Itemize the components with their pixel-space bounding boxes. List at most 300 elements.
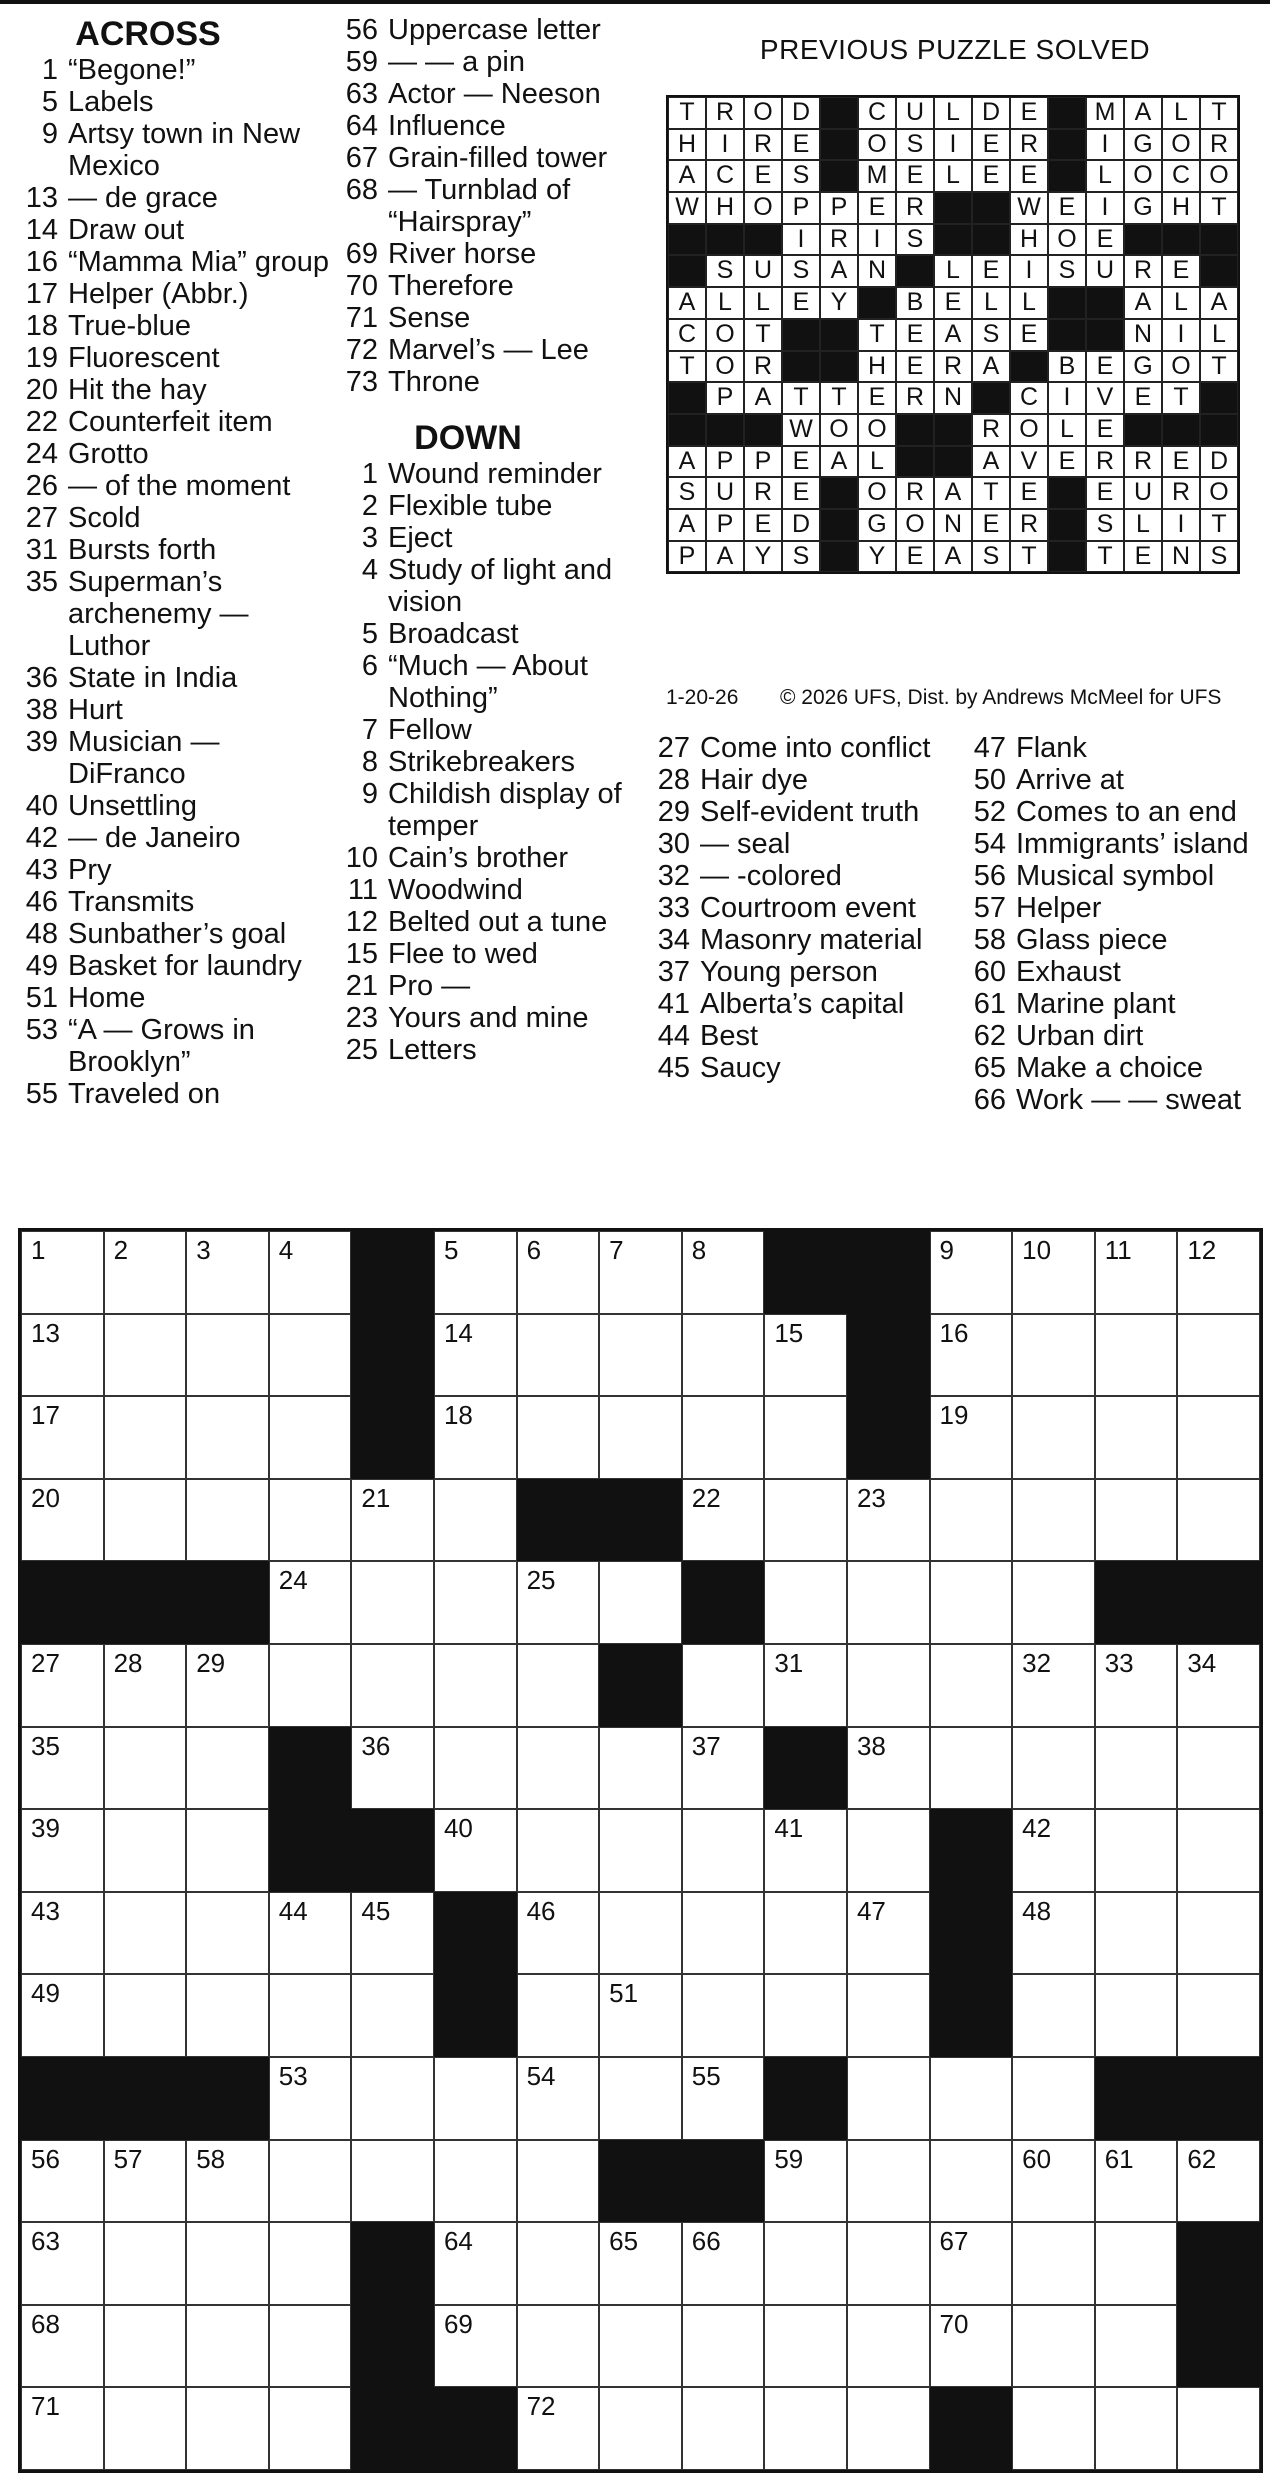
answer-cell[interactable]	[764, 2305, 847, 2388]
answer-cell[interactable]	[104, 1892, 187, 1975]
answer-cell[interactable]	[186, 2387, 269, 2470]
answer-cell[interactable]	[434, 2140, 517, 2223]
answer-cell[interactable]	[764, 2140, 847, 2223]
answer-cell[interactable]	[351, 1479, 434, 1562]
answer-cell[interactable]	[764, 1974, 847, 2057]
clue-number: 33	[657, 892, 690, 924]
solved-letter-cell: T	[1010, 541, 1048, 573]
across-clue	[18, 1078, 338, 1110]
solved-letter-cell: O	[744, 97, 782, 129]
answer-cell[interactable]	[682, 2222, 765, 2305]
solved-letter-cell: E	[1010, 477, 1048, 509]
answer-cell[interactable]	[517, 1727, 600, 1810]
clue-text: Sunbather’s goal	[68, 918, 287, 950]
cell-number: 16	[939, 1317, 969, 1348]
answer-cell[interactable]	[351, 1974, 434, 2057]
answer-cell[interactable]	[21, 1479, 104, 1562]
cell-number: 19	[939, 1400, 969, 1431]
answer-cell[interactable]	[186, 1644, 269, 1727]
answer-cell[interactable]	[1012, 1727, 1095, 1810]
clue-text: Urban dirt	[1016, 1020, 1144, 1052]
answer-cell[interactable]	[1095, 2305, 1178, 2388]
across-clue	[18, 694, 338, 726]
answer-cell[interactable]	[847, 2222, 930, 2305]
answer-cell[interactable]	[434, 1314, 517, 1397]
answer-cell[interactable]	[21, 1644, 104, 1727]
answer-cell[interactable]	[682, 1231, 765, 1314]
solved-letter-cell: P	[706, 382, 744, 414]
down-clue	[338, 746, 638, 778]
answer-cell[interactable]	[1012, 2222, 1095, 2305]
clue-text: Therefore	[388, 270, 514, 302]
answer-cell[interactable]	[599, 1231, 682, 1314]
answer-cell[interactable]	[599, 1396, 682, 1479]
cell-number: 33	[1104, 1647, 1134, 1678]
solved-letter-cell: R	[706, 97, 744, 129]
clue-number: 40	[25, 790, 58, 822]
clue-number: 18	[25, 310, 58, 342]
solved-letter-cell: S	[782, 255, 820, 287]
answer-cell[interactable]	[434, 1396, 517, 1479]
across-clue	[18, 502, 338, 534]
answer-cell[interactable]	[21, 1231, 104, 1314]
across-heading: ACROSS	[75, 15, 221, 53]
clue-number: 25	[345, 1034, 378, 1066]
solved-letter-cell: T	[1200, 509, 1238, 541]
answer-cell[interactable]	[1095, 2387, 1178, 2470]
answer-cell[interactable]	[847, 1644, 930, 1727]
clues-column-2	[338, 14, 638, 1066]
clue-number: 55	[25, 1078, 58, 1110]
solved-letter-cell: H	[668, 129, 706, 161]
answer-cell[interactable]	[351, 2140, 434, 2223]
answer-cell[interactable]	[682, 2305, 765, 2388]
solved-black-square	[1048, 97, 1086, 129]
answer-cell[interactable]	[1012, 1396, 1095, 1479]
answer-cell[interactable]	[517, 2057, 600, 2140]
answer-cell[interactable]	[434, 2222, 517, 2305]
solved-letter-cell: L	[934, 255, 972, 287]
answer-cell[interactable]	[1095, 1396, 1178, 1479]
solved-letter-cell: W	[668, 192, 706, 224]
answer-cell[interactable]	[351, 1727, 434, 1810]
answer-cell[interactable]	[1012, 1561, 1095, 1644]
answer-cell[interactable]	[21, 1809, 104, 1892]
across-clue	[18, 566, 338, 662]
answer-cell[interactable]	[1177, 1396, 1260, 1479]
answer-cell[interactable]	[434, 1644, 517, 1727]
answer-cell[interactable]	[682, 1974, 765, 2057]
solved-letter-cell: O	[1162, 351, 1200, 383]
answer-cell[interactable]	[599, 1809, 682, 1892]
answer-cell[interactable]	[351, 1561, 434, 1644]
solved-black-square	[1200, 382, 1238, 414]
answer-cell[interactable]	[104, 1644, 187, 1727]
solved-letter-cell: R	[1162, 477, 1200, 509]
answer-cell[interactable]	[186, 2305, 269, 2388]
answer-cell[interactable]	[269, 2387, 352, 2470]
answer-cell[interactable]	[847, 1561, 930, 1644]
clue-text: Strikebreakers	[388, 746, 575, 778]
clue-number: 24	[25, 438, 58, 470]
answer-cell[interactable]	[1177, 1974, 1260, 2057]
answer-cell[interactable]	[186, 2222, 269, 2305]
clue-text: Young person	[700, 956, 878, 988]
answer-cell[interactable]	[434, 1809, 517, 1892]
solved-letter-cell: O	[1010, 414, 1048, 446]
answer-cell[interactable]	[104, 2387, 187, 2470]
answer-cell[interactable]	[104, 1727, 187, 1810]
answer-cell[interactable]	[1012, 1809, 1095, 1892]
answer-cell[interactable]	[517, 1892, 600, 1975]
answer-cell[interactable]	[269, 2222, 352, 2305]
answer-cell[interactable]	[764, 1314, 847, 1397]
answer-cell[interactable]	[351, 2057, 434, 2140]
solved-black-square	[820, 160, 858, 192]
answer-cell[interactable]	[1095, 2222, 1178, 2305]
answer-cell[interactable]	[269, 2057, 352, 2140]
solved-letter-cell: L	[934, 160, 972, 192]
clue-number: 16	[25, 246, 58, 278]
clue-text: Letters	[388, 1034, 477, 1066]
answer-cell[interactable]	[1177, 1231, 1260, 1314]
answer-cell[interactable]	[517, 1314, 600, 1397]
clue-text: Labels	[68, 86, 154, 118]
cell-number: 58	[196, 2143, 226, 2174]
answer-cell[interactable]	[517, 1561, 600, 1644]
solved-letter-cell: I	[858, 224, 896, 256]
cell-number: 64	[443, 2226, 473, 2257]
answer-cell[interactable]	[21, 2387, 104, 2470]
down-clue	[338, 714, 638, 746]
answer-cell[interactable]	[930, 1644, 1013, 1727]
answer-cell[interactable]	[269, 1396, 352, 1479]
black-square	[1177, 1561, 1260, 1644]
answer-cell[interactable]	[1177, 1727, 1260, 1810]
answer-cell[interactable]	[104, 1809, 187, 1892]
answer-cell[interactable]	[104, 1231, 187, 1314]
answer-cell[interactable]	[1012, 2140, 1095, 2223]
solved-letter-cell: A	[744, 382, 782, 414]
answer-cell[interactable]	[104, 1396, 187, 1479]
answer-cell[interactable]	[186, 1892, 269, 1975]
solved-black-square	[668, 224, 706, 256]
answer-cell[interactable]	[682, 1809, 765, 1892]
answer-cell[interactable]	[1095, 1644, 1178, 1727]
answer-cell[interactable]	[269, 1644, 352, 1727]
cell-number: 42	[1022, 1813, 1052, 1844]
answer-cell[interactable]	[599, 1314, 682, 1397]
black-square	[599, 1479, 682, 1562]
answer-cell[interactable]	[1095, 1479, 1178, 1562]
clue-text: Saucy	[700, 1052, 781, 1084]
black-square	[930, 2387, 1013, 2470]
answer-cell[interactable]	[847, 2057, 930, 2140]
answer-cell[interactable]	[21, 1974, 104, 2057]
clue-number: 3	[361, 522, 378, 554]
answer-cell[interactable]	[682, 1892, 765, 1975]
answer-cell[interactable]	[517, 2140, 600, 2223]
answer-cell[interactable]	[930, 1396, 1013, 1479]
answer-cell[interactable]	[847, 2305, 930, 2388]
clue-number: 72	[345, 334, 378, 366]
answer-cell[interactable]	[269, 2305, 352, 2388]
cell-number: 18	[443, 1400, 473, 1431]
answer-cell[interactable]	[186, 1809, 269, 1892]
answer-cell[interactable]	[930, 1727, 1013, 1810]
answer-cell[interactable]	[186, 1479, 269, 1562]
answer-cell[interactable]	[1177, 2140, 1260, 2223]
solved-letter-cell: C	[668, 319, 706, 351]
answer-cell[interactable]	[1012, 1231, 1095, 1314]
cell-number: 45	[361, 1895, 391, 1926]
solved-letter-cell: L	[1048, 414, 1086, 446]
answer-cell[interactable]	[517, 1231, 600, 1314]
solved-letter-cell: E	[782, 287, 820, 319]
answer-cell[interactable]	[1177, 1479, 1260, 1562]
down-clue	[338, 618, 638, 650]
cell-number: 25	[526, 1565, 556, 1596]
answer-cell[interactable]	[21, 2140, 104, 2223]
answer-cell[interactable]	[682, 1396, 765, 1479]
answer-cell[interactable]	[847, 2387, 930, 2470]
answer-cell[interactable]	[599, 2222, 682, 2305]
answer-cell[interactable]	[186, 1974, 269, 2057]
answer-cell[interactable]	[351, 1892, 434, 1975]
answer-cell[interactable]	[847, 1479, 930, 1562]
answer-cell[interactable]	[847, 1727, 930, 1810]
answer-cell[interactable]	[517, 2387, 600, 2470]
down-clue	[338, 874, 638, 906]
answer-cell[interactable]	[269, 1479, 352, 1562]
answer-cell[interactable]	[1095, 1809, 1178, 1892]
answer-cell[interactable]	[1012, 2057, 1095, 2140]
answer-cell[interactable]	[269, 1892, 352, 1975]
answer-cell[interactable]	[764, 1644, 847, 1727]
answer-cell[interactable]	[104, 1974, 187, 2057]
answer-cell[interactable]	[599, 1561, 682, 1644]
answer-cell[interactable]	[21, 2222, 104, 2305]
clue-number: 12	[345, 906, 378, 938]
answer-cell[interactable]	[930, 2057, 1013, 2140]
answer-cell[interactable]	[764, 1396, 847, 1479]
solved-letter-cell: R	[896, 477, 934, 509]
answer-cell[interactable]	[930, 1314, 1013, 1397]
answer-cell[interactable]	[764, 2387, 847, 2470]
answer-cell[interactable]	[764, 1479, 847, 1562]
answer-cell[interactable]	[847, 2140, 930, 2223]
answer-cell[interactable]	[682, 1314, 765, 1397]
answer-cell[interactable]	[186, 1727, 269, 1810]
solved-letter-cell: P	[706, 509, 744, 541]
answer-cell[interactable]	[930, 1479, 1013, 1562]
answer-cell[interactable]	[186, 2140, 269, 2223]
answer-cell[interactable]	[186, 1231, 269, 1314]
answer-cell[interactable]	[847, 1809, 930, 1892]
clue-number: 13	[25, 182, 58, 214]
answer-cell[interactable]	[682, 2057, 765, 2140]
answer-cell[interactable]	[930, 2305, 1013, 2388]
answer-cell[interactable]	[21, 1892, 104, 1975]
answer-cell[interactable]	[930, 1561, 1013, 1644]
clue-number: 23	[345, 1002, 378, 1034]
answer-cell[interactable]	[186, 1314, 269, 1397]
answer-cell[interactable]	[1095, 1974, 1178, 2057]
answer-cell[interactable]	[1095, 1892, 1178, 1975]
answer-cell[interactable]	[764, 1561, 847, 1644]
answer-cell[interactable]	[1012, 1644, 1095, 1727]
clue-number: 47	[973, 732, 1006, 764]
answer-cell[interactable]	[682, 1644, 765, 1727]
down-clue	[338, 938, 638, 970]
answer-cell[interactable]	[1177, 1809, 1260, 1892]
top-rule	[0, 0, 1270, 4]
answer-cell[interactable]	[104, 2305, 187, 2388]
cell-number: 32	[1022, 1647, 1052, 1678]
answer-cell[interactable]	[599, 1974, 682, 2057]
answer-cell[interactable]	[599, 1727, 682, 1810]
clue-number: 14	[25, 214, 58, 246]
solved-letter-cell: E	[782, 477, 820, 509]
answer-cell[interactable]	[599, 2387, 682, 2470]
clue-number: 39	[25, 726, 58, 758]
solved-letter-cell: R	[896, 192, 934, 224]
black-square	[104, 1561, 187, 1644]
answer-cell[interactable]	[434, 1479, 517, 1562]
down-clue	[650, 764, 950, 796]
solved-letter-cell: R	[896, 382, 934, 414]
answer-cell[interactable]	[434, 1231, 517, 1314]
answer-cell[interactable]	[764, 1892, 847, 1975]
answer-cell[interactable]	[599, 2305, 682, 2388]
answer-cell[interactable]	[1095, 1314, 1178, 1397]
answer-cell[interactable]	[434, 1561, 517, 1644]
answer-cell[interactable]	[269, 1231, 352, 1314]
clue-number: 56	[345, 14, 378, 46]
solved-letter-cell: I	[1162, 319, 1200, 351]
answer-cell[interactable]	[21, 1314, 104, 1397]
answer-cell[interactable]	[517, 1974, 600, 2057]
answer-cell[interactable]	[682, 1727, 765, 1810]
answer-cell[interactable]	[930, 2222, 1013, 2305]
answer-cell[interactable]	[517, 2305, 600, 2388]
solved-letter-cell: R	[1200, 129, 1238, 161]
answer-cell[interactable]	[21, 2305, 104, 2388]
answer-cell[interactable]	[269, 1314, 352, 1397]
answer-cell[interactable]	[1012, 2387, 1095, 2470]
answer-cell[interactable]	[517, 1809, 600, 1892]
answer-cell[interactable]	[1177, 2387, 1260, 2470]
solved-letter-cell: T	[858, 319, 896, 351]
answer-cell[interactable]	[1012, 1314, 1095, 1397]
answer-cell[interactable]	[599, 2057, 682, 2140]
across-clue	[18, 342, 338, 374]
copyright-credit: © 2026 UFS, Dist. by Andrews McMeel for UFS	[780, 686, 1222, 709]
clue-text: Hurt	[68, 694, 123, 726]
answer-cell[interactable]	[1095, 2140, 1178, 2223]
solved-letter-cell: I	[1086, 192, 1124, 224]
solved-black-square	[1200, 224, 1238, 256]
answer-cell[interactable]	[104, 1479, 187, 1562]
answer-cell[interactable]	[764, 1809, 847, 1892]
solved-letter-cell: A	[934, 319, 972, 351]
answer-cell[interactable]	[847, 1974, 930, 2057]
cell-number: 17	[31, 1400, 60, 1431]
answer-cell[interactable]	[517, 1396, 600, 1479]
solved-black-square	[896, 446, 934, 478]
cell-number: 24	[278, 1565, 308, 1596]
solved-black-square	[820, 97, 858, 129]
solved-letter-cell: R	[1010, 509, 1048, 541]
cell-number: 37	[691, 1730, 721, 1761]
answer-cell[interactable]	[21, 1396, 104, 1479]
answer-cell[interactable]	[517, 1644, 600, 1727]
answer-cell[interactable]	[269, 2140, 352, 2223]
black-square	[682, 2140, 765, 2223]
answer-cell[interactable]	[1095, 1727, 1178, 1810]
down-clue	[338, 650, 638, 714]
clue-number: 62	[973, 1020, 1006, 1052]
cell-number: 41	[774, 1813, 804, 1844]
solved-letter-cell: R	[744, 351, 782, 383]
down-clue	[650, 988, 950, 1020]
answer-cell[interactable]	[764, 2222, 847, 2305]
answer-cell[interactable]	[104, 2222, 187, 2305]
answer-cell[interactable]	[21, 1727, 104, 1810]
answer-cell[interactable]	[599, 1892, 682, 1975]
answer-cell[interactable]	[1177, 1644, 1260, 1727]
clue-number: 19	[25, 342, 58, 374]
answer-cell[interactable]	[104, 2140, 187, 2223]
previous-puzzle-title: PREVIOUS PUZZLE SOLVED	[759, 34, 1151, 65]
answer-cell[interactable]	[1095, 1231, 1178, 1314]
answer-cell[interactable]	[434, 1727, 517, 1810]
solved-black-square	[820, 477, 858, 509]
answer-cell[interactable]	[434, 2057, 517, 2140]
clue-text: Marvel’s — Lee	[388, 334, 589, 366]
answer-cell[interactable]	[1177, 1314, 1260, 1397]
answer-cell[interactable]	[434, 2305, 517, 2388]
answer-cell[interactable]	[1177, 1892, 1260, 1975]
answer-cell[interactable]	[269, 1974, 352, 2057]
answer-cell[interactable]	[269, 1561, 352, 1644]
clue-number: 26	[25, 470, 58, 502]
answer-cell[interactable]	[1012, 2305, 1095, 2388]
answer-cell[interactable]	[104, 1314, 187, 1397]
cell-number: 27	[31, 1647, 60, 1678]
answer-cell[interactable]	[517, 2222, 600, 2305]
solved-letter-cell: L	[934, 97, 972, 129]
solved-letter-cell: A	[668, 287, 706, 319]
answer-cell[interactable]	[1012, 1974, 1095, 2057]
cell-number: 56	[31, 2143, 60, 2174]
black-square	[434, 2387, 517, 2470]
answer-cell[interactable]	[1012, 1892, 1095, 1975]
answer-cell[interactable]	[351, 1644, 434, 1727]
clue-text: Superman’s archenemy — Luthor	[68, 566, 249, 662]
solved-black-square	[934, 192, 972, 224]
solved-letter-cell: Y	[858, 541, 896, 573]
answer-cell[interactable]	[682, 1479, 765, 1562]
clue-number: 64	[345, 110, 378, 142]
answer-cell[interactable]	[682, 2387, 765, 2470]
answer-cell[interactable]	[930, 1231, 1013, 1314]
answer-cell[interactable]	[930, 2140, 1013, 2223]
answer-cell[interactable]	[1012, 1479, 1095, 1562]
answer-cell[interactable]	[847, 1892, 930, 1975]
clue-number: 54	[973, 828, 1006, 860]
answer-cell[interactable]	[186, 1396, 269, 1479]
